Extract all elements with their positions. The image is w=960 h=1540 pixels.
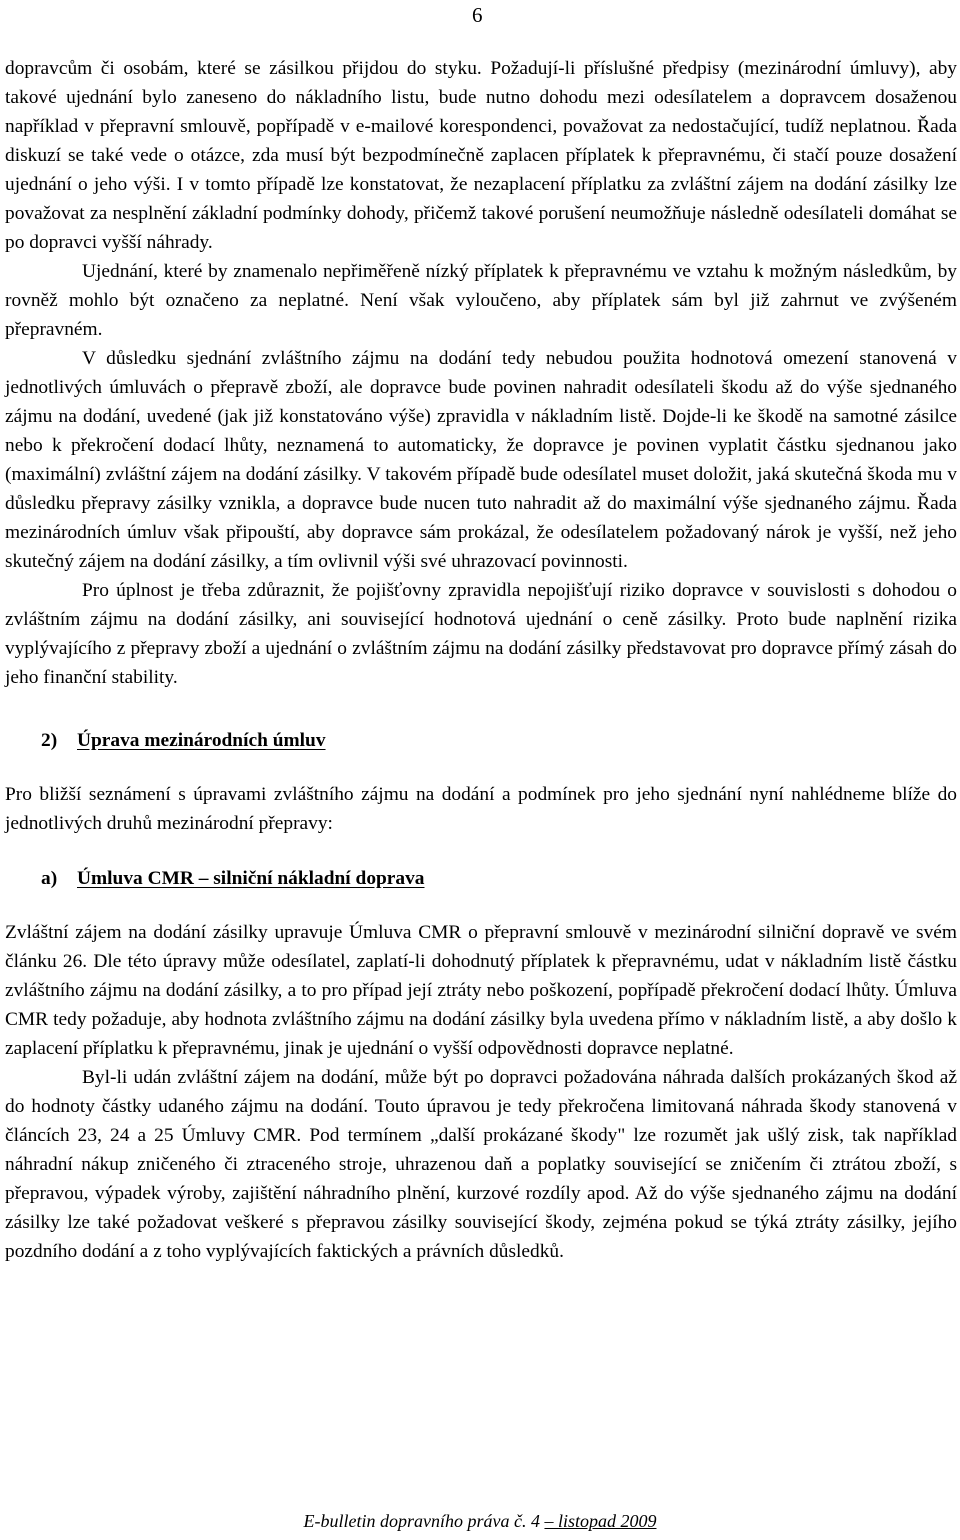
page-footer [0,1509,960,1533]
section-number: 2) [41,730,58,751]
section-intro: Pro bližší seznámení s úpravami zvláštního zájmu na dodání a podmínek pro jeho sjednání nyní nahlédneme blíže do jednotlivých druhů mezinárodní přepravy: [5,784,957,834]
paragraph: dopravcům či osobám, které se zásilkou přijdou do styku. Požadují-li příslušné předpisy (mezinárodní úmluvy), aby takové ujednání bylo zaneseno do nákladního listu, bude nutno dohodu mezi odesílatelem a dopravcem dosaženou například v přepravní smlouvě, popřípadě v e-mailové korespondenci, považovat za nedostačující, tudíž neplatnou. Řada diskuzí se také vede o otázce, zda musí být bezpodmínečně zaplacen příplatek k přepravnému, či stačí pouze dosažení ujednání o jeho výši. I v tomto případě lze konstatovat, že nezaplacení příplatku za zvláštní zájem na dodání zásilky lze považovat za nesplnění základní podmínky dohody, přičemž takové porušení neumožňuje následně odesílateli domáhat se po dopravci vyšší náhrady. [5,58,957,253]
section-title: Úprava mezinárodních úmluv [77,730,326,751]
subsection-title: Úmluva CMR – silniční nákladní doprava [77,868,425,889]
subsection-heading [5,864,957,893]
subsection-number: a) [41,868,58,889]
paragraph: Byl-li udán zvláštní zájem na dodání, může být po dopravci požadována náhrada dalších prokázaných škod až do hodnoty částky udaného zájmu na dodání. Touto úpravou je tedy překročena limitovaná náhrada škody stanovená v článcích 23, 24 a 25 Úmluvy CMR. Pod termínem „další prokázané škody" lze rozumět jak ušlý zisk, tak například náhradní nákup zničeného či ztraceného stroje, uhrazenou daň a poplatky související se zničením či ztrátou zboží, s přepravou, výpadek výroby, zajištění náhradního plnění, kurzové rozdíly apod. Až do výše sjednaného zájmu na dodání zásilky lze také požadovat veškeré s přepravou zásilky související škody, zejména pokud se týká ztráty zásilky, jejího pozdního dodání a z toho vyplývajících faktických a právních důsledků. [5,1067,957,1262]
paragraph: Ujednání, které by znamenalo nepřiměřeně nízký příplatek k přepravnému ve vztahu k možným následkům, by rovněž mohlo být označeno za neplatné. Není však vyloučeno, aby příplatek sám byl již zahrnut ve zvýšeném přepravném. [5,261,957,340]
paragraph: V důsledku sjednání zvláštního zájmu na dodání tedy nebudou použita hodnotová omezení stanovená v jednotlivých úmluvách o přepravě zboží, ale dopravce bude povinen nahradit odesílateli škodu až do výše sjednaného zájmu na dodání, uvedené (jak již konstatováno výše) zpravidla v nákladním listě. Dojde-li ke škodě na samotné zásilce nebo k překročení dodací lhůty, neznamená to automaticky, že dopravce je povinen vyplatit částku sjednanou jako (maximální) zvláštní zájem na dodání zásilky. V takovém případě bude odesílatel muset doložit, jaká skutečná škoda mu v důsledku přepravy zásilky vznikla, a dopravce bude nucen tuto nahradit až do maximální výše sjednaného zájmu. Řada mezinárodních úmluv však připouští, aby dopravce sám prokázal, že odesílatelem požadovaný nárok je vyšší, než jeho skutečný zájem na dodání zásilky, a tím ovlivnil výši své uhrazovací povinnosti. [5,348,957,572]
section-heading [5,726,957,755]
page-number: 6 [472,3,483,27]
paragraph: Zvláštní zájem na dodání zásilky upravuje Úmluva CMR o přepravní smlouvě v mezinárodní silniční dopravě ve svém článku 26. Dle této úpravy může odesílatel, zaplatí-li dohodnutý příplatek k přepravnému, udat v nákladním listě částku zvláštního zájmu na dodání zásilky, a to pro případ její ztráty nebo poškození, popřípadě překročení dodací lhůty. Úmluva CMR tedy požaduje, aby hodnota zvláštního zájmu na dodání zásilky byla uvedena přímo v nákladním listě, a aby došlo k zaplacení příplatku k přepravnému, jinak je ujednání o vyšší odpovědnosti dopravce neplatné. [5,922,957,1059]
footer-publication: E-bulletin dopravního práva č. 4 [303,1511,545,1531]
paragraph: Pro úplnost je třeba zdůraznit, že pojišťovny zpravidla nepojišťují riziko dopravce v souvislosti s dohodou o zvláštním zájmu na dodání zásilky, ani související hodnotová ujednání o ceně zásilky. Proto bude naplnění rizika vyplývajícího z přepravy zboží a ujednání o zvláštním zájmu na dodání zásilky představovat pro dopravce přímý zásah do jeho finanční stability. [5,580,957,688]
footer-issue: – listopad 2009 [544,1511,657,1531]
document-body [5,54,957,1266]
